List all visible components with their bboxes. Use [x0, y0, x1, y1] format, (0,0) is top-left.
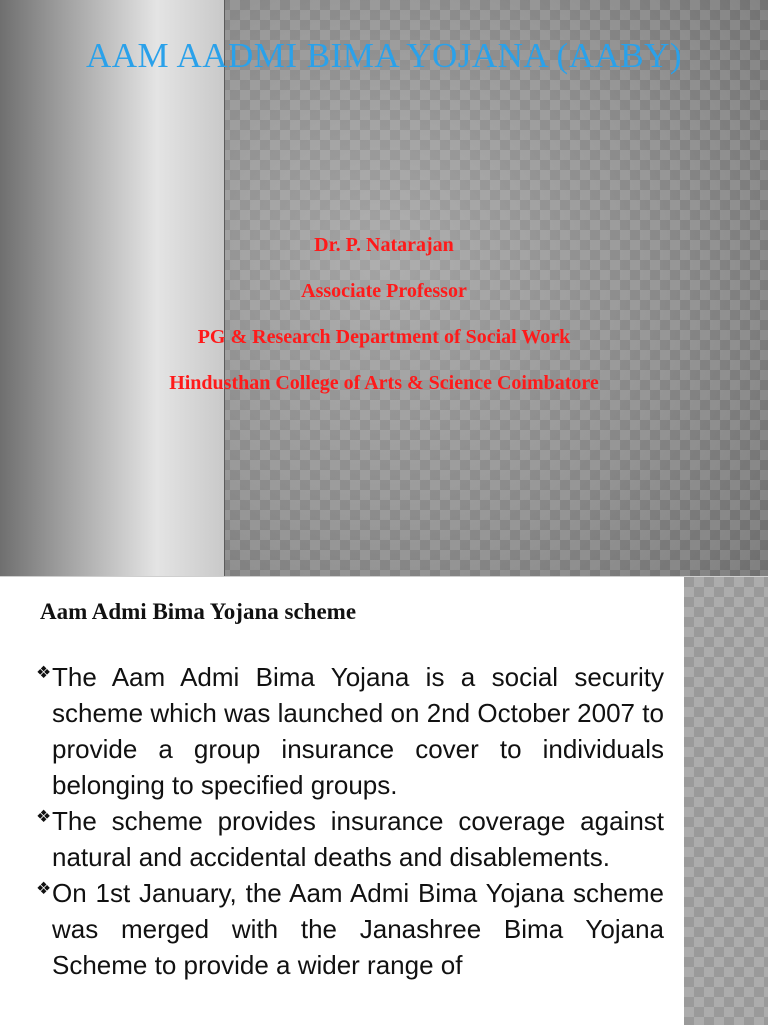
author-name: Dr. P. Natarajan: [314, 234, 454, 256]
diamond-bullet-icon: ❖: [36, 663, 52, 683]
list-item: [36, 659, 664, 803]
author-department: PG & Research Department of Social Work: [197, 326, 571, 348]
author-designation: Associate Professor: [301, 280, 467, 302]
slide-title: AAM AADMI BIMA YOJANA (AABY): [85, 36, 683, 75]
diamond-bullet-icon: ❖: [36, 879, 52, 899]
slide-right-pattern-strip: [684, 577, 768, 1025]
list-item: [36, 803, 664, 875]
diamond-bullet-icon: ❖: [36, 807, 52, 827]
content-heading: Aam Admi Bima Yojana scheme: [40, 599, 357, 624]
bullet-text: On 1st January, the Aam Admi Bima Yojana scheme was merged with the Janashree Bima Yojana Scheme to provide a wider range of: [52, 878, 664, 980]
content-slide: [0, 576, 768, 1025]
list-item: [36, 875, 664, 983]
bullet-text: The scheme provides insurance coverage against natural and accidental deaths and disablements.: [52, 806, 664, 872]
author-institution: Hindusthan College of Arts & Science Coimbatore: [169, 372, 599, 394]
bullet-list: [36, 659, 664, 983]
author-block: [0, 232, 768, 416]
bullet-text: The Aam Admi Bima Yojana is a social security scheme which was launched on 2nd October 2007 to provide a group insurance cover to individuals belonging to specified groups.: [52, 662, 664, 800]
